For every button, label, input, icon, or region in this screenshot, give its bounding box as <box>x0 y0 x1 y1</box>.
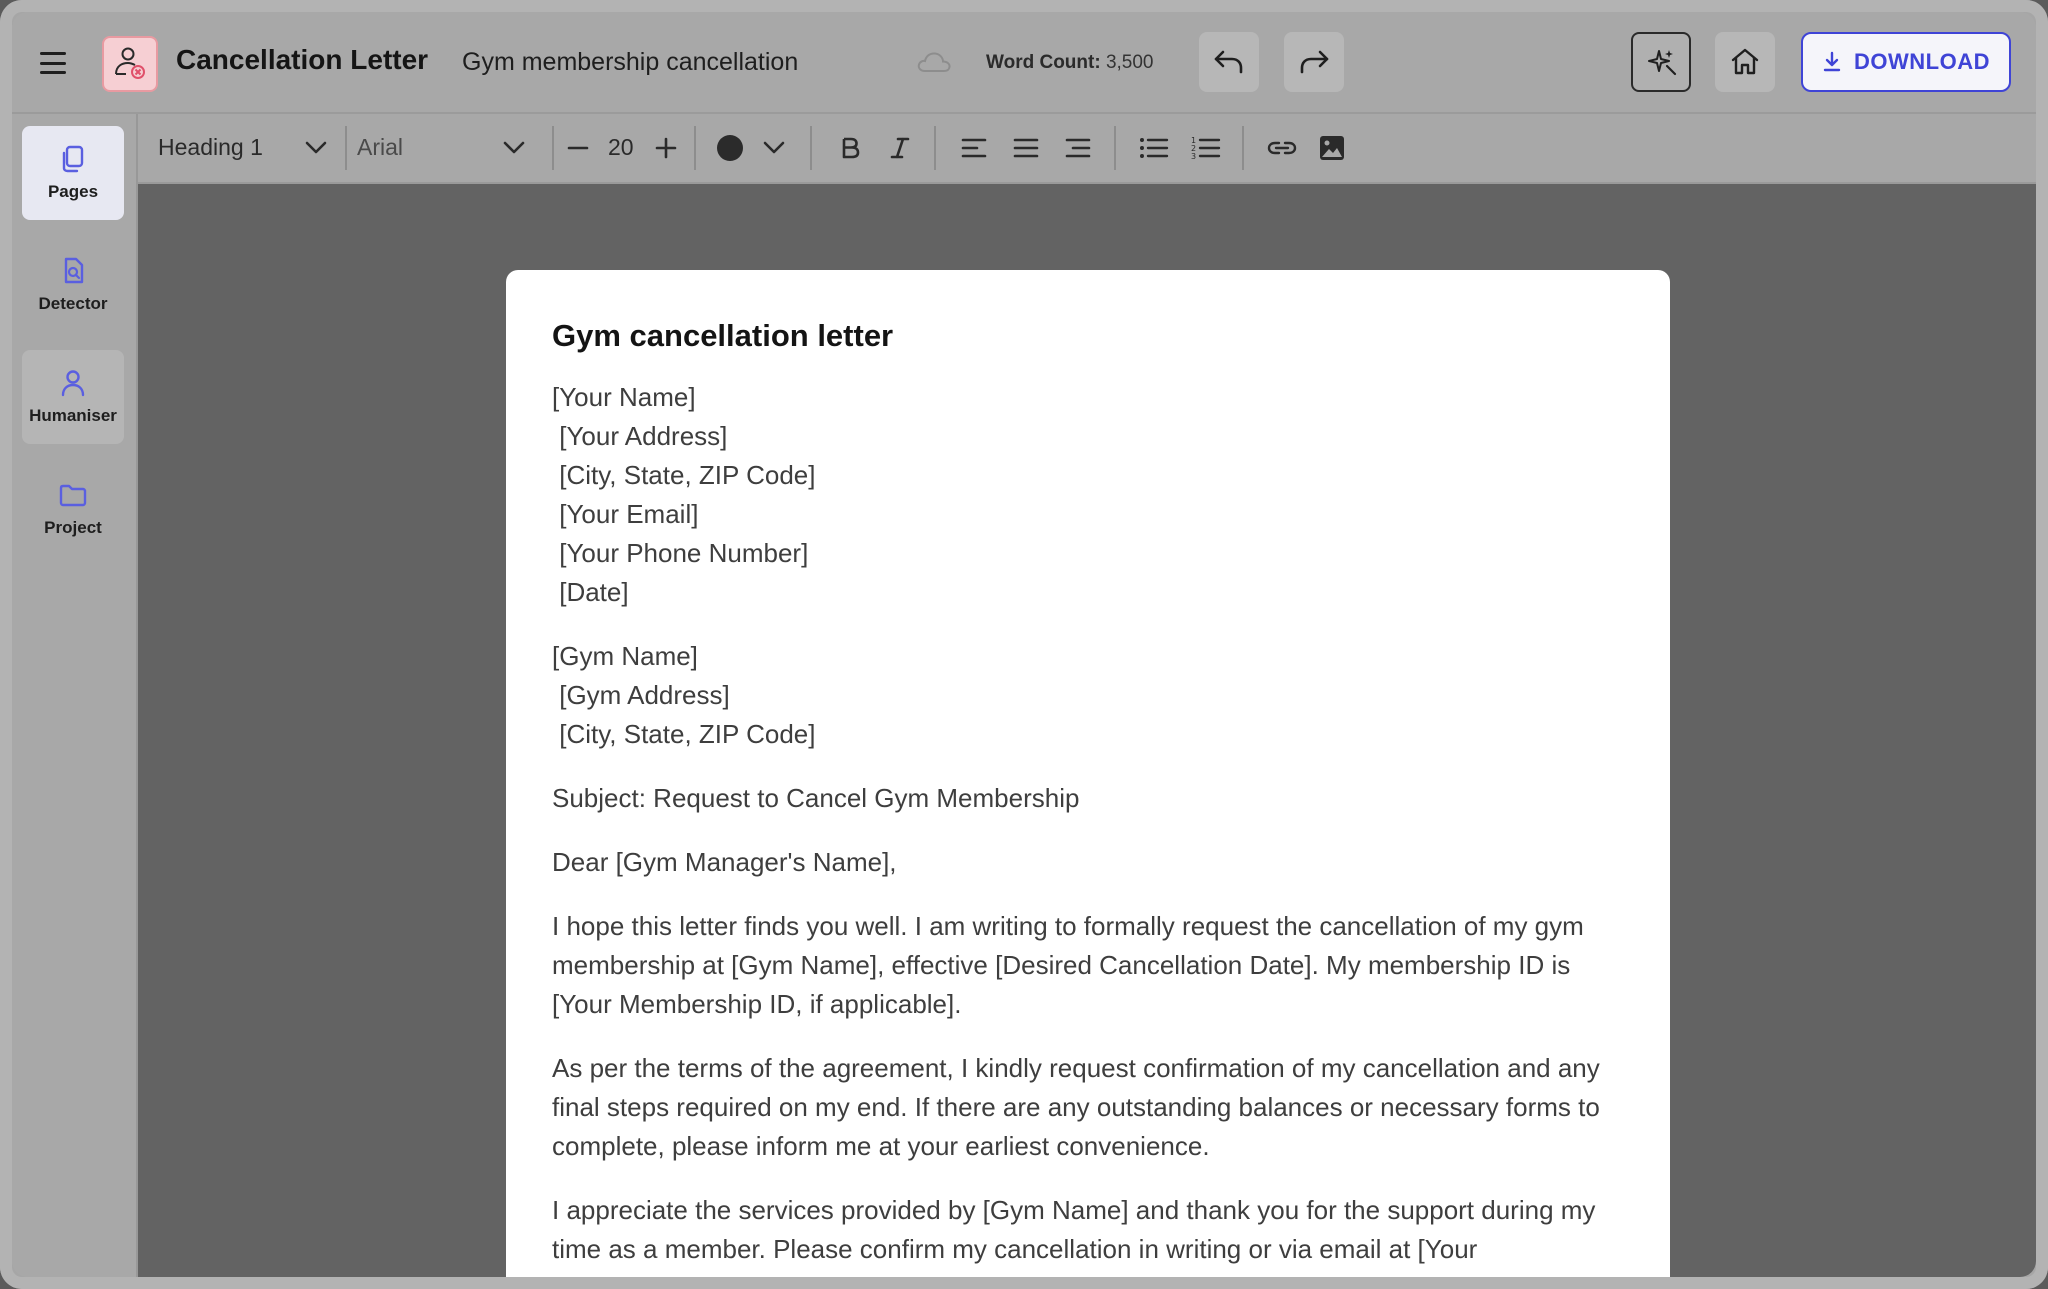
paragraph[interactable]: As per the terms of the agreement, I kindly request confirmation of my cancellation and any final steps required on my end. If there are any outstanding balances or necessary forms to complete, please inform me at your earliest convenience. <box>552 1053 1600 1161</box>
svg-text:3: 3 <box>1191 152 1197 161</box>
text-line: [Gym Address] <box>552 680 730 710</box>
svg-text:1: 1 <box>1191 136 1197 145</box>
plus-icon[interactable] <box>650 132 682 164</box>
sidebar-item-label: Detector <box>38 294 108 313</box>
sidebar-item-pages[interactable] <box>22 126 124 220</box>
sender-address-block[interactable] <box>552 378 1632 612</box>
subject-line[interactable]: Subject: Request to Cancel Gym Membership <box>552 783 1080 813</box>
document-body[interactable] <box>552 316 1632 1277</box>
document-page[interactable] <box>506 270 1670 1277</box>
redo-button[interactable] <box>1284 32 1344 92</box>
folder-icon <box>58 480 88 510</box>
text-line: [City, State, ZIP Code] <box>552 460 816 490</box>
cloud-sync-icon <box>916 50 952 74</box>
detector-icon <box>58 256 88 286</box>
sidebar-item-label: Project <box>44 518 102 537</box>
sidebar-item-label: Pages <box>47 182 99 201</box>
toolbar-divider <box>810 126 812 170</box>
sidebar-item-project[interactable] <box>22 462 124 556</box>
align-left-icon[interactable] <box>958 132 990 164</box>
svg-text:2: 2 <box>1191 144 1197 153</box>
pages-icon <box>58 144 88 174</box>
sidebar-item-label: Humaniser <box>29 406 117 425</box>
text-line: [City, State, ZIP Code] <box>552 719 816 749</box>
paragraph[interactable]: I appreciate the services provided by [Gym Name] and thank you for the support during my time as a member. Please confirm my cancellation in writing or via email at [Your <box>552 1195 1596 1264</box>
align-right-icon[interactable] <box>1062 132 1094 164</box>
numbered-list-icon[interactable] <box>1190 132 1222 164</box>
italic-icon[interactable] <box>884 132 916 164</box>
document-name[interactable]: Gym membership cancellation <box>462 48 799 76</box>
download-icon <box>1822 51 1842 73</box>
text-line: [Date] <box>552 577 629 607</box>
chevron-down-icon[interactable] <box>758 132 790 164</box>
text-line: [Gym Name] <box>552 641 698 671</box>
home-icon <box>1729 46 1761 78</box>
toolbar-divider <box>694 126 696 170</box>
word-count-value: 3,500 <box>1105 52 1154 73</box>
sidebar-item-detector[interactable] <box>22 238 124 332</box>
paragraph[interactable]: I hope this letter finds you well. I am writing to formally request the cancellation of my gym membership at [Gym Name], effective [Desired Cancellation Date]. My membership ID is [Your Membership ID, if applicable]. <box>552 911 1584 1019</box>
menu-icon[interactable] <box>40 52 66 74</box>
document-title[interactable]: Gym cancellation letter <box>552 318 894 353</box>
editor-canvas[interactable] <box>138 184 2036 1277</box>
undo-button[interactable] <box>1199 32 1259 92</box>
toolbar-divider <box>934 126 936 170</box>
text-line: [Your Email] <box>552 499 699 529</box>
bold-icon[interactable] <box>834 132 866 164</box>
redo-icon <box>1298 48 1330 76</box>
align-center-icon[interactable] <box>1010 132 1042 164</box>
recipient-address-block[interactable] <box>552 637 1632 754</box>
chevron-down-icon[interactable] <box>498 132 530 164</box>
toolbar-divider <box>345 126 347 170</box>
word-count-label: Word Count: <box>986 52 1101 73</box>
formatting-toolbar <box>138 114 2036 184</box>
download-button[interactable] <box>1801 32 2011 92</box>
text-line: [Your Address] <box>552 421 728 451</box>
undo-icon <box>1213 48 1245 76</box>
chevron-down-icon[interactable] <box>300 132 332 164</box>
font-select[interactable]: Arial <box>357 134 404 160</box>
text-color-swatch[interactable] <box>714 132 746 164</box>
user-icon <box>58 368 88 398</box>
home-button[interactable] <box>1715 32 1775 92</box>
image-icon[interactable] <box>1316 132 1348 164</box>
link-icon[interactable] <box>1266 132 1298 164</box>
style-select[interactable]: Heading 1 <box>158 134 263 160</box>
sparkle-icon <box>1645 46 1677 78</box>
bullet-list-icon[interactable] <box>1138 132 1170 164</box>
left-sidebar <box>12 114 138 1277</box>
toolbar-divider <box>552 126 554 170</box>
minus-icon[interactable] <box>562 132 594 164</box>
toolbar-divider <box>1114 126 1116 170</box>
salutation[interactable]: Dear [Gym Manager's Name], <box>552 847 897 877</box>
app-inner <box>12 12 2036 1277</box>
ai-magic-button[interactable] <box>1631 32 1691 92</box>
toolbar-divider <box>1242 126 1244 170</box>
text-line: [Your Name] <box>552 382 696 412</box>
text-line: [Your Phone Number] <box>552 538 809 568</box>
word-count <box>986 52 1154 74</box>
sidebar-item-humaniser[interactable] <box>22 350 124 444</box>
top-header <box>12 12 2036 114</box>
app-title: Cancellation Letter <box>176 44 429 75</box>
app-logo <box>102 36 158 92</box>
download-label: DOWNLOAD <box>1854 49 1990 74</box>
font-size-value[interactable]: 20 <box>608 134 634 160</box>
